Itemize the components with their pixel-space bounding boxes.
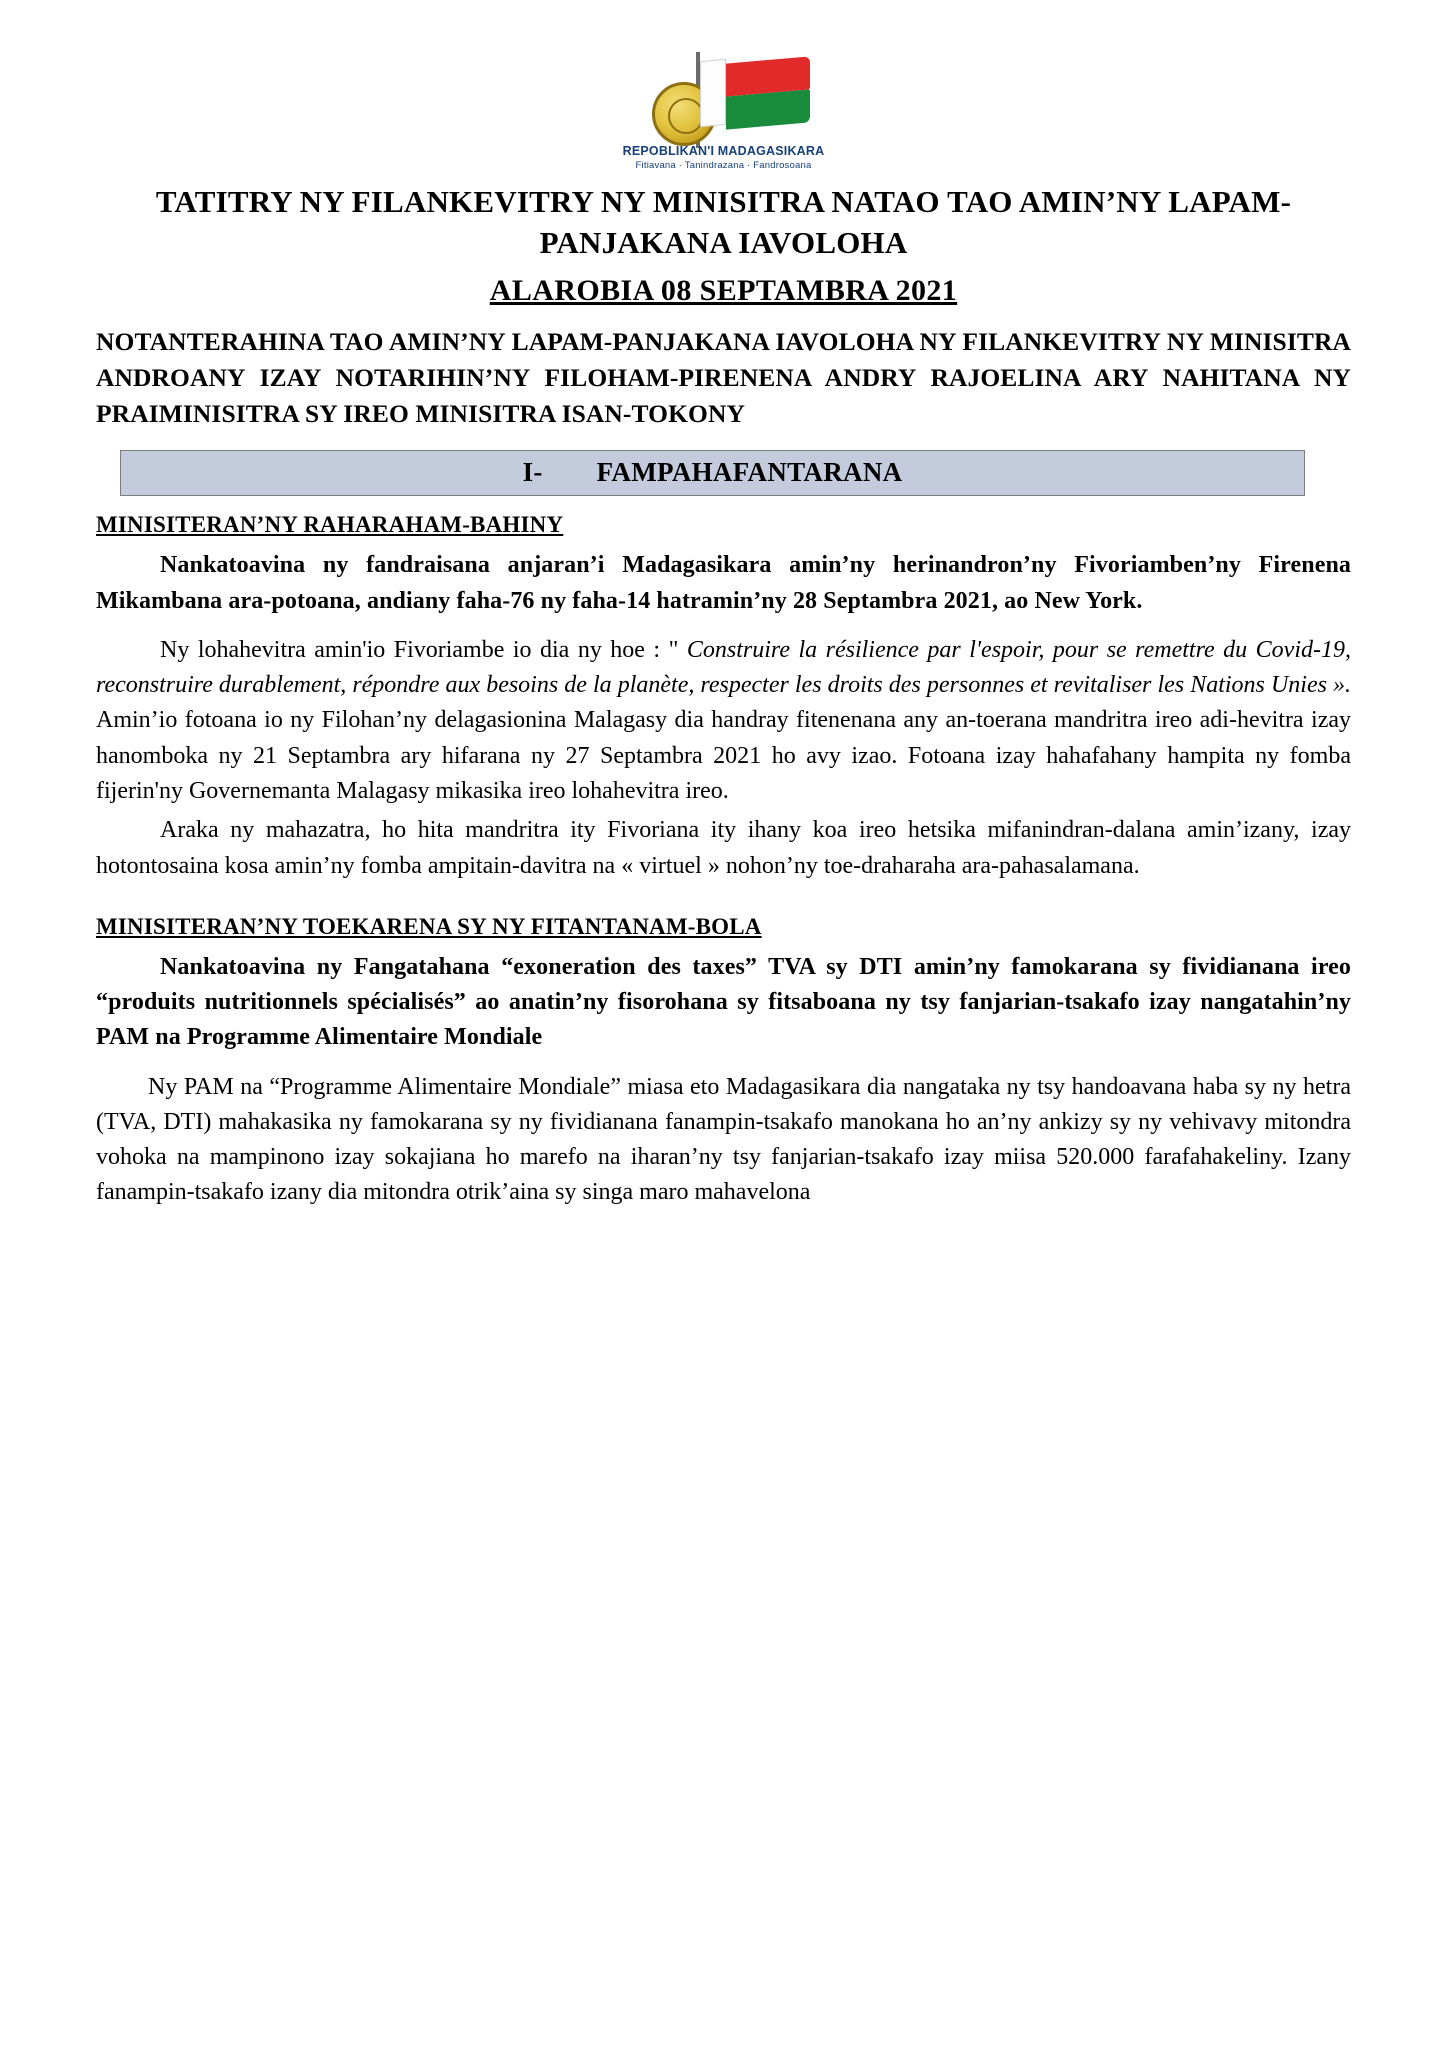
section-numeral: I- <box>522 457 543 488</box>
intro-paragraph: NOTANTERAHINA TAO AMIN’NY LAPAM-PANJAKANA IAVOLOHA NY FILANKEVITRY NY MINISITRA ANDROANY IZAY NOTARIHIN’NY FILOHAM-PIRENENA ANDRY RAJOELINA ARY NAHITANA NY PRAIMINISITRA SY IREO MINISITRA ISAN-TOKONY <box>96 326 1351 429</box>
section-heading-fampahafantarana <box>120 450 1305 496</box>
madagascar-coat-of-arms-icon <box>604 44 844 172</box>
section-label: FAMPAHAFANTARANA <box>596 457 903 488</box>
madagascar-flag-icon <box>700 60 810 126</box>
page-title: TATITRY NY FILANKEVITRY NY MINISITRA NATAO TAO AMIN’NY LAPAM-PANJAKANA IAVOLOHA <box>155 184 1292 260</box>
emblem-caption <box>604 144 844 172</box>
paragraph-pam-details: Ny PAM na “Programme Alimentaire Mondiale” miasa eto Madagasikara dia nangataka ny tsy handoavana haba sy ny hetra (TVA, DTI) mahakasika ny famokarana sy ny fividianana fanampin-tsakafo manokana ho an’ny ankizy sy ny vehivavy mitondra vohoka na mampinono izay sokajiana ho marefo na iharan’ny tsy fanjarian-tsakafo izay miisa 520.000 farafahakeliny. Izany fanampin-tsakafo izany dia mitondra otrik’aina sy singa maro mahavelona <box>96 1073 1351 1206</box>
paragraph-un-theme <box>96 633 1351 809</box>
flag-white-band <box>700 59 726 127</box>
paragraph-approval-un-assembly: Nankatoavina ny fandraisana anjaran’i Madagasikara amin’ny herinandron’ny Fivoriamben’ny Firenena Mikambana ara-potoana, andiany faha-76 ny faha-14 hatramin’ny 28 Septambra 2021, ao New York. <box>96 552 1351 614</box>
ministry-heading-foreign-affairs: MINISITERAN’NY RAHARAHAM-BAHINY <box>96 512 564 538</box>
emblem-caption-sub: Fitiavana · Tanindrazana · Fandrosoana <box>635 159 812 171</box>
emblem-header <box>96 44 1351 174</box>
un-theme-quote: Construire la résilience par l'espoir, pour se remettre du Covid-19, reconstruire durablement, répondre aux besoins de la planète, respecter les droits des personnes et revitaliser les Nations Unies ». <box>96 636 1351 699</box>
flag-green-band <box>726 89 810 129</box>
document-date: ALAROBIA 08 SEPTAMBRA 2021 <box>489 273 958 307</box>
un-theme-prefix: Ny lohahevitra amin'io Fivoriambe io dia ny hoe : " <box>160 636 687 663</box>
paragraph-tax-exoneration-approval: Nankatoavina ny Fangatahana “exoneration des taxes” TVA sy DTI amin’ny famokarana sy fividianana ireo “produits nutritionnels spécialisés” ao anatin’ny fisorohana sy fitsaboana ny tsy fanjarian-tsakafo izay nangatahin’ny PAM na Programme Alimentaire Mondiale <box>96 953 1351 1051</box>
emblem-caption-main: REPOBLIKAN'I MADAGASIKARA <box>622 144 825 158</box>
paragraph-side-events: Araka ny mahazatra, ho hita mandritra ity Fivoriana ity ihany koa ireo hetsika mifanindran-dalana amin’izany, izay hotontosaina kosa amin’ny fomba ampitain-davitra na « virtuel » nohon’ny toe-draharaha ara-pahasalamana. <box>96 817 1351 879</box>
un-theme-suffix: Amin’io fotoana io ny Filohan’ny delagasionina Malagasy dia handray fitenenana any an-toerana mandritra ireo adi-hevitra izay hanomboka ny 21 Septambra ary hifarana ny 27 Septambra 2021 ho avy izao. Fotoana izay hahafahany hampita ny fomba fijerin'ny Governemanta Malagasy mikasika ireo lohahevitra ireo. <box>96 707 1351 805</box>
ministry-heading-economy-finance: MINISITERAN’NY TOEKARENA SY NY FITANTANAM-BOLA <box>96 913 762 939</box>
